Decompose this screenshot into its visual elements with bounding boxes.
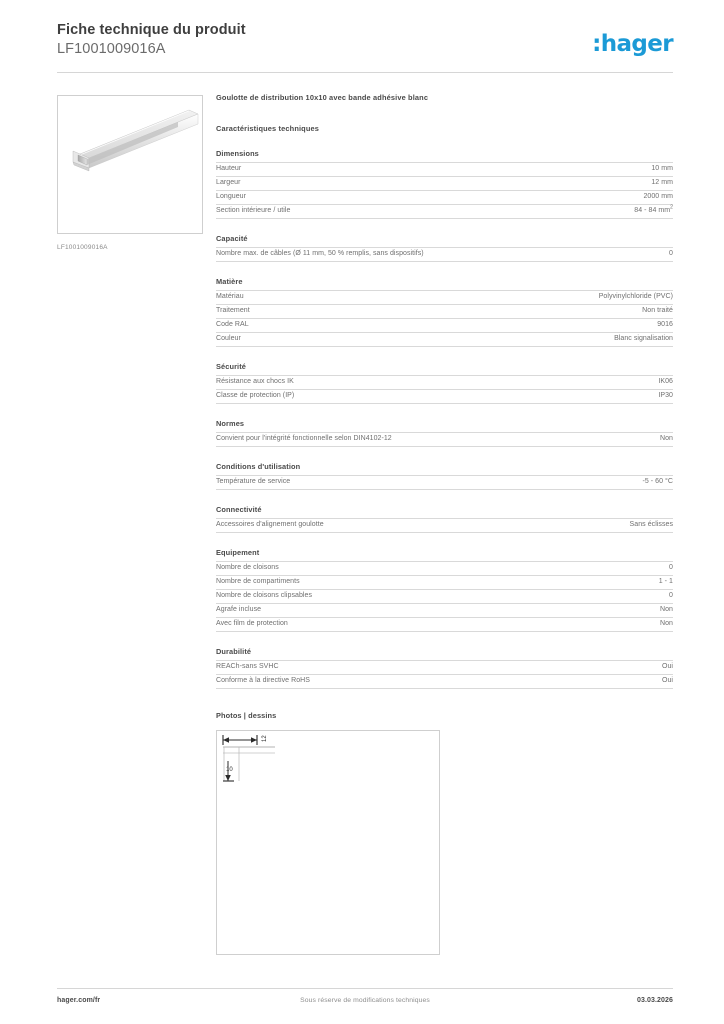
spec-value: 0: [445, 561, 674, 575]
main-content: [216, 92, 673, 955]
spec-sections: [216, 149, 673, 689]
spec-key: Couleur: [216, 332, 445, 346]
spec-value: IP30: [445, 389, 674, 403]
footer-divider: [57, 988, 673, 989]
footer-disclaimer: Sous réserve de modifications techniques: [300, 997, 430, 1004]
spec-key: Nombre de compartiments: [216, 575, 445, 589]
section-heading: Sécurité: [216, 361, 246, 371]
spec-table: [216, 162, 673, 219]
spec-key: Avec film de protection: [216, 617, 445, 631]
spec-table: [216, 247, 673, 262]
spec-table: [216, 561, 673, 632]
table-row: [216, 575, 673, 589]
drawing-height-label: 10: [226, 766, 233, 773]
product-photo-image: [58, 96, 202, 233]
table-row: [216, 617, 673, 631]
spec-value: 12 mm: [445, 176, 674, 190]
spec-key: REACh-sans SVHC: [216, 660, 445, 674]
table-row: [216, 603, 673, 617]
product-reference: LF1001009016A: [57, 41, 166, 57]
spec-key: Hauteur: [216, 163, 445, 177]
spec-key: Résistance aux chocs IK: [216, 375, 445, 389]
technical-characteristics-title: Caractéristiques techniques: [216, 124, 320, 133]
technical-drawing-box: [216, 730, 440, 955]
spec-section: [216, 149, 673, 219]
spec-value: 10 mm: [445, 163, 674, 177]
footer-date: 03.03.2026: [636, 997, 673, 1004]
table-row: [216, 518, 673, 532]
section-heading: Normes: [216, 418, 245, 428]
page-header: [57, 22, 673, 72]
spec-key: Largeur: [216, 176, 445, 190]
spec-value: Polyvinylchloride (PVC): [445, 290, 674, 304]
spec-table: [216, 660, 673, 689]
table-row: [216, 674, 673, 688]
section-heading: Capacité: [216, 233, 248, 243]
spec-key: Convient pour l'intégrité fonctionnelle selon DIN4102-12: [216, 432, 445, 446]
spec-key: Nombre max. de câbles (Ø 11 mm, 50 % remplis, sans dispositifs): [216, 247, 445, 261]
spec-table: [216, 375, 673, 404]
table-row: [216, 176, 673, 190]
spec-value: 0: [445, 589, 674, 603]
spec-value: Oui: [445, 660, 674, 674]
spec-key: Traitement: [216, 304, 445, 318]
spec-value: Non: [445, 603, 674, 617]
drawing-width-label: 12: [262, 734, 268, 742]
table-row: [216, 247, 673, 261]
spec-value: Non traité: [445, 304, 674, 318]
spec-value: [445, 204, 674, 218]
section-heading: Dimensions: [216, 149, 259, 158]
photo-caption: LF1001009016A: [57, 244, 108, 251]
spec-section: [216, 462, 673, 490]
product-name: Goulotte de distribution 10x10 avec bande adhésive blanc: [216, 93, 429, 102]
spec-value: -5 - 60 °C: [445, 475, 674, 489]
spec-key: Classe de protection (IP): [216, 389, 445, 403]
table-row: [216, 589, 673, 603]
spec-section: [216, 277, 673, 347]
footer-website[interactable]: hager.com/fr: [57, 997, 101, 1004]
table-row: [216, 290, 673, 304]
section-heading: Durabilité: [216, 646, 252, 656]
page-title: Fiche technique du produit: [57, 22, 246, 38]
spec-section: [216, 419, 673, 447]
table-row: [216, 332, 673, 346]
spec-section: [216, 234, 673, 262]
spec-table: [216, 290, 673, 347]
spec-section: [216, 647, 673, 689]
section-heading: Matière: [216, 276, 243, 286]
photos-drawings-heading: Photos | dessins: [216, 710, 277, 720]
spec-key: Code RAL: [216, 318, 445, 332]
spec-key: Longueur: [216, 190, 445, 204]
spec-key: Agrafe incluse: [216, 603, 445, 617]
section-heading: Connectivité: [216, 504, 262, 514]
spec-value: Oui: [445, 674, 674, 688]
spec-value: 0: [445, 247, 674, 261]
spec-key: Section intérieure / utile: [216, 204, 445, 218]
spec-key: Accessoires d'alignement goulotte: [216, 518, 445, 532]
table-row: [216, 475, 673, 489]
table-row: [216, 432, 673, 446]
section-heading: Conditions d'utilisation: [216, 461, 301, 471]
spec-value: Non: [445, 617, 674, 631]
spec-value: 2000 mm: [445, 190, 674, 204]
table-row: [216, 163, 673, 177]
table-row: [216, 561, 673, 575]
header-titles: [57, 22, 246, 58]
hager-logo: :hager: [592, 31, 673, 57]
spec-value: Non: [445, 432, 674, 446]
spec-value: 1 - 1: [445, 575, 674, 589]
table-row: [216, 660, 673, 674]
spec-key: Nombre de cloisons: [216, 561, 445, 575]
spec-value: Sans éclisses: [445, 518, 674, 532]
spec-value-superscript: 2: [670, 205, 673, 212]
spec-value: 9016: [445, 318, 674, 332]
spec-table: [216, 475, 673, 490]
spec-key: Matériau: [216, 290, 445, 304]
technical-drawing: [217, 731, 439, 954]
table-row: [216, 375, 673, 389]
spec-table: [216, 432, 673, 447]
table-row: [216, 318, 673, 332]
section-heading: Equipement: [216, 547, 260, 557]
table-row: [216, 204, 673, 218]
spec-table: [216, 518, 673, 533]
spec-value-text: 84 - 84 mm: [634, 207, 671, 215]
table-row: [216, 389, 673, 403]
spec-value: IK06: [445, 375, 674, 389]
header-divider: [57, 72, 673, 73]
spec-section: [216, 548, 673, 632]
spec-key: Nombre de cloisons clipsables: [216, 589, 445, 603]
page-footer: [57, 997, 673, 1011]
spec-key: Température de service: [216, 475, 445, 489]
spec-key: Conforme à la directive RoHS: [216, 674, 445, 688]
product-photo: [57, 95, 203, 234]
spec-section: [216, 505, 673, 533]
table-row: [216, 190, 673, 204]
spec-section: [216, 362, 673, 404]
table-row: [216, 304, 673, 318]
spec-value: Blanc signalisation: [445, 332, 674, 346]
